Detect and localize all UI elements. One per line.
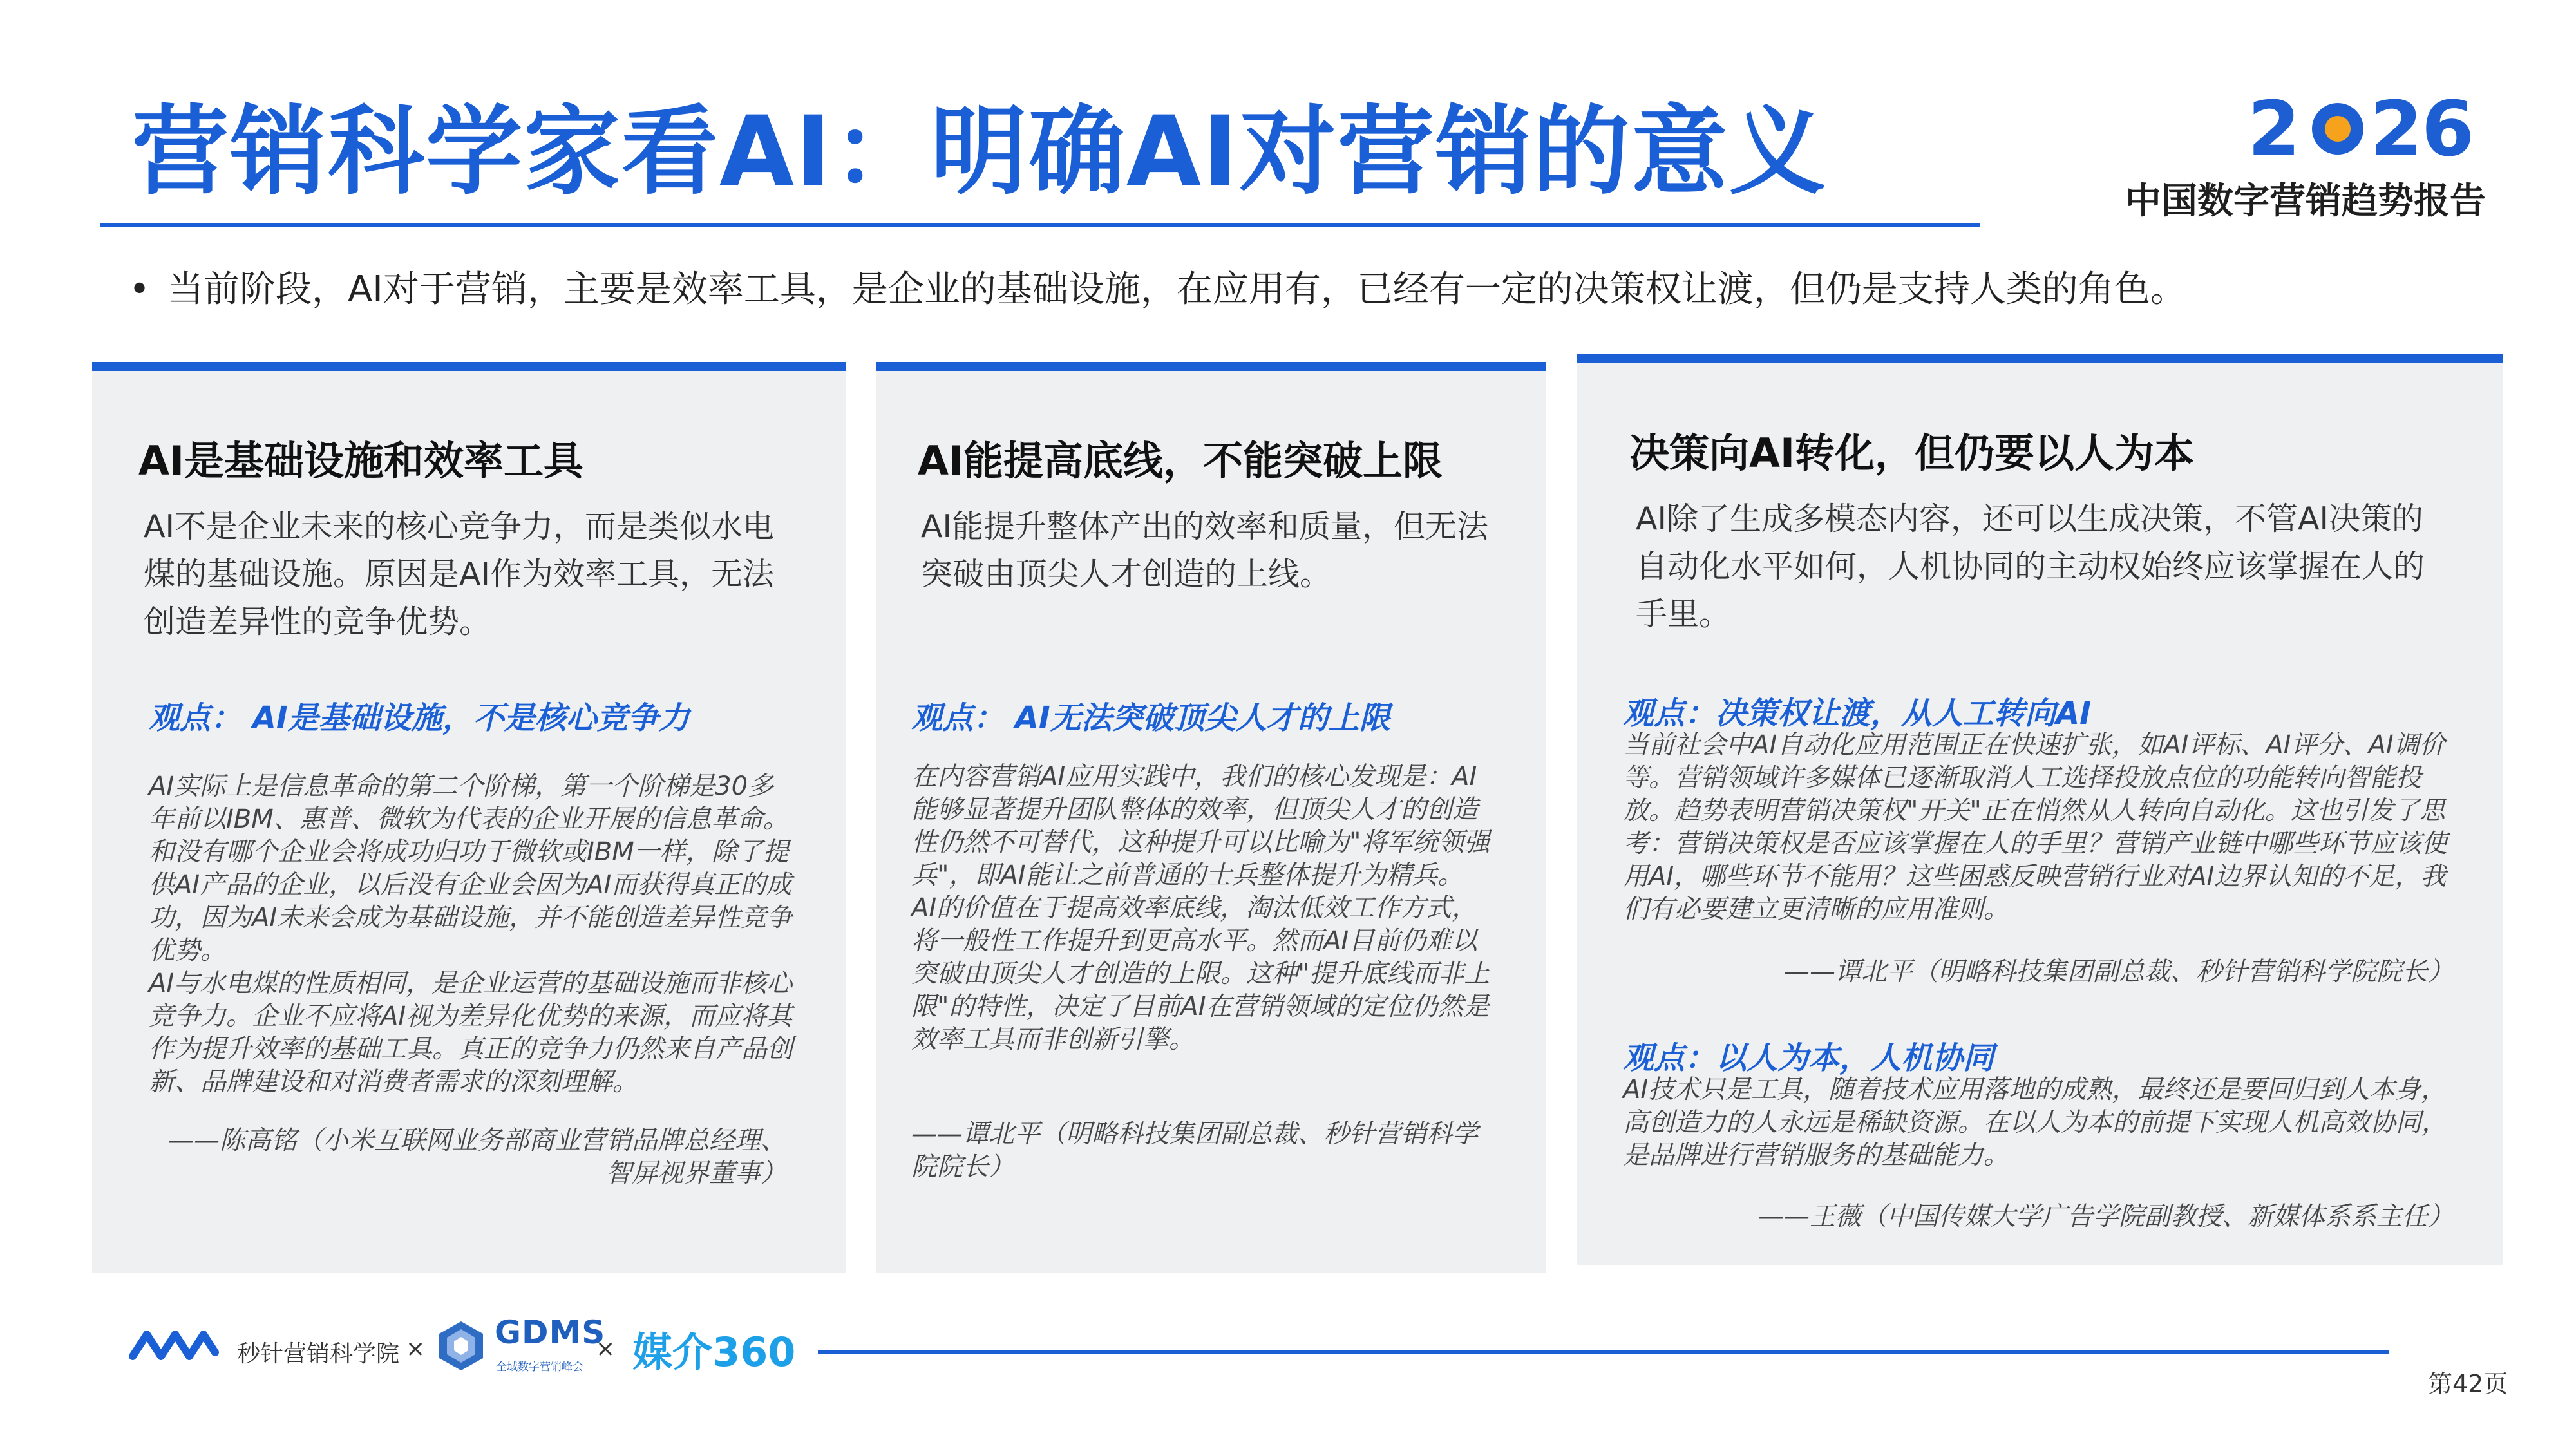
card-decision	[1577, 363, 2503, 1265]
intro-text: 当前阶段，AI对于营销，主要是效率工具，是企业的基础设施，在应用有，已经有一定的决策权让渡，但仍是支持人类的角色。	[167, 269, 2186, 310]
report-year-logo	[2248, 84, 2486, 173]
quote-attribution: ——陈高铭（小米互联网业务部商业营销品牌总经理、智屏视界董事）	[168, 1126, 786, 1188]
page-title: 营销科学家看AI：明确AI对营销的意义	[132, 96, 1827, 208]
expert-quote	[1623, 729, 2460, 926]
viewpoint-heading: 观点： AI无法突破顶尖人才的上限	[911, 700, 1390, 736]
report-subtitle: 中国数字营销趋势报告	[2125, 180, 2486, 222]
quote-paragraph: 在内容营销AI应用实践中，我们的核心发现是：AI能够显著提升团队整体的效率，但顶尖人才的创造性仍然不可替代，这种提升可以比喻为"将军统领强兵"，即AI能让之前普通的士兵整体提升为精兵。	[911, 762, 1490, 890]
quote-paragraph: AI与水电煤的性质相同，是企业运营的基础设施而非核心竞争力。企业不应将AI视为差异化优势的来源，而应将其作为提升效率的基础工具。真正的竞争力仍然来自产品创新、品牌建设和对消费者需求的深刻理解。	[149, 969, 793, 1097]
quote-paragraph: AI技术只是工具，随着技术应用落地的成熟，最终还是要回归到人本身，高创造力的人永远是稀缺资源。在以人为本的前提下实现人机高效协同，是品牌进行营销服务的基础能力。	[1623, 1075, 2447, 1170]
footer-divider	[818, 1350, 2389, 1354]
footer-times-sign: ×	[596, 1336, 616, 1362]
logo-year-digit: 2	[2248, 84, 2301, 173]
footer-times-sign: ×	[406, 1336, 426, 1362]
quote-paragraph: AI实际上是信息革命的第二个阶梯，第一个阶梯是30多年前以IBM、惠普、微软为代表的企业开展的信息革命。和没有哪个企业会将成功归功于微软或IBM一样，除了提供AI产品的企业，以后没有企业会因为AI而获得真正的成功，因为AI未来会成为基础设施，并不能创造差异性竞争优势。	[149, 772, 793, 965]
viewpoint-heading: 观点：决策权让渡，从人工转向AI	[1623, 696, 2092, 732]
expert-quote	[911, 761, 1497, 1056]
gdms-logo-icon	[438, 1320, 484, 1372]
footer-gdms: GDMS	[495, 1314, 606, 1351]
logo-zero-ring-icon	[2312, 103, 2363, 155]
quote-attribution: ——谭北平（明略科技集团副总裁、秒针营销科学院院长）	[911, 1119, 1478, 1182]
card-description: AI除了生成多模态内容，还可以生成决策，不管AI决策的自动化水平如何，人机协同的主动权始终应该掌握在人的手里。	[1636, 500, 2425, 632]
logo-year-digit: 6	[2421, 84, 2475, 173]
miaozhen-logo-icon	[129, 1325, 219, 1364]
quote-attribution: ——谭北平（明略科技集团副总裁、秒针营销科学院院长）	[1784, 957, 2454, 987]
expert-quote	[1623, 1074, 2460, 1172]
card-accent-bar	[92, 362, 846, 371]
footer-gdms-sub: 全域数字营销峰会	[496, 1361, 583, 1374]
card-accent-bar	[1577, 354, 2503, 363]
card-infrastructure	[92, 371, 846, 1273]
quote-paragraph: AI的价值在于提高效率底线，淘汰低效工作方式，将一般性工作提升到更高水平。然而AI目前仍难以突破由顶尖人才创造的上限。这种"提升底线而非上限"的特性，决定了目前AI在营销领域的定位仍然是效率工具而非创新引擎。	[911, 893, 1490, 1054]
logo-year-digit: 2	[2370, 84, 2423, 173]
page-number: 第42页	[2428, 1370, 2508, 1398]
card-title: AI是基础设施和效率工具	[138, 437, 584, 484]
card-description: AI能提升整体产出的效率和质量，但无法突破由顶尖人才创造的上线。	[921, 508, 1488, 592]
card-title: 决策向AI转化，但仍要以人为本	[1629, 430, 2195, 477]
bullet-dot: •	[129, 269, 151, 310]
footer-org-miaozhen: 秒针营销科学院	[237, 1341, 400, 1367]
viewpoint-heading: 观点：以人为本，人机协同	[1623, 1040, 1994, 1076]
intro-bullet	[129, 261, 2512, 312]
quote-attribution: ——王薇（中国传媒大学广告学院副教授、新媒体系系主任）	[1758, 1202, 2454, 1231]
card-title: AI能提高底线，不能突破上限	[918, 437, 1443, 484]
expert-quote	[149, 770, 793, 1099]
title-divider	[100, 223, 1980, 227]
card-description: AI不是企业未来的核心竞争力，而是类似水电煤的基础设施。原因是AI作为效率工具，无法创造差异性的竞争优势。	[144, 508, 774, 640]
quote-paragraph: 当前社会中AI自动化应用范围正在快速扩张，如AI评标、AI评分、AI调价等。营销领域许多媒体已逐渐取消人工选择投放点位的功能转向智能投放。趋势表明营销决策权"开关"正在悄然从人转向自动化。这也引发了思考：营销决策权是否应该掌握在人的手里？营销产业链中哪些环节应该使用AI，哪些环节不能用？这些困惑反映营销行业对AI边界认知的不足，我们有必要建立更清晰的应用准则。	[1623, 730, 2447, 924]
card-baseline	[876, 371, 1546, 1273]
card-accent-bar	[876, 362, 1546, 371]
viewpoint-heading: 观点： AI是基础设施，不是核心竞争力	[149, 700, 690, 736]
footer-mj360: 媒介360	[632, 1329, 796, 1376]
